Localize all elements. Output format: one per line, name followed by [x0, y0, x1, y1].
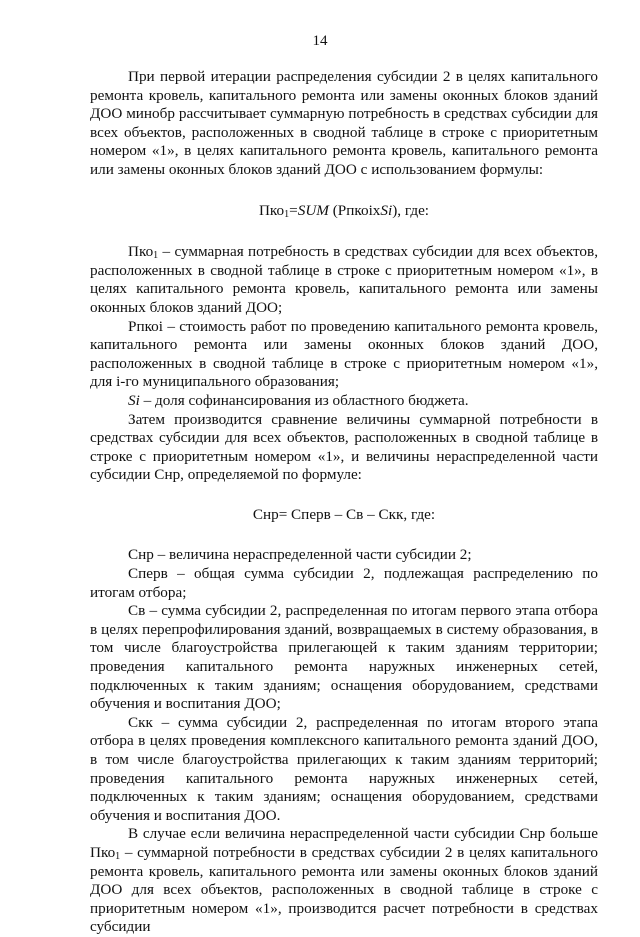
- definition-pko1-symbol: Пко: [128, 243, 154, 261]
- definition-skk: Скк – сумма субсидии 2, распределенная по итогам второго этапа отбора в целях проведения комплексного капитального ремонта зданий ДОО, в том числе благоустройства прилегающих к таким зданиям территорий; проведения капитального ремонта наружных инженерных сетей, подключенных к таким зданиям; оснащения оборудованием, средствами обучения и воспитания ДОО.: [90, 713, 598, 824]
- formula-function: SUM: [297, 201, 329, 219]
- page-number: 14: [312, 33, 328, 49]
- intro-paragraph: При первой итерации распределения субсидии 2 в целях капитального ремонта кровель, капитального ремонта или замены оконных блоков зданий ДОО минобр рассчитывает суммарную потребность в средствах субсидии для всех объектов, расположенных в сводной таблице в строке с приоритетным номером «1», в целях капитального ремонта кровель, капитального ремонта или замены оконных блоков зданий ДОО с использованием формулы:: [90, 68, 598, 178]
- definition-snr: Снр – величина нераспределенной части субсидии 2;: [128, 546, 472, 564]
- definition-pko1: [90, 243, 598, 317]
- final-subscript: 1: [115, 850, 121, 862]
- definition-pko1-text: – суммарная потребность в средствах субсидии для всех объектов, расположенных в сводной таблице в строке с приоритетным номером «1», в целях капитального ремонта кровель, капитального ремонта или замены оконных блоков зданий ДОО;: [90, 243, 598, 316]
- definition-sv: Св – сумма субсидии 2, распределенная по итогам первого этапа отбора в целях перепрофилирования зданий, возвращаемых в систему образования, в том числе благоустройства прилегающей к таким зданиям территории; проведения капитального ремонта наружных инженерных сетей, подключенных к таким зданиям; оснащения оборудованием, средствами обучения и воспитания ДОО;: [90, 602, 598, 713]
- definition-sperv: Сперв – общая сумма субсидии 2, подлежащая распределению по итогам отбора;: [90, 565, 598, 601]
- definition-rpkoi: Рпкоi – стоимость работ по проведению капитального ремонта кровель, капитального ремонта или замены оконных блоков зданий ДОО, расположенных в сводной таблице в строке с приоритетным номером «1», для i-го муниципального образования;: [90, 317, 598, 391]
- formula-lhs-subscript: 1: [284, 208, 290, 220]
- definition-si-text: – доля софинансирования из областного бюджета.: [139, 391, 469, 409]
- formula-argument-variable: Si: [380, 201, 393, 219]
- page-content: [90, 68, 598, 937]
- definition-si: [90, 392, 598, 411]
- comparison-paragraph: Затем производится сравнение величины суммарной потребности в средствах субсидии для всех объектов, расположенных в сводной таблице в строке с приоритетным номером «1», и величины нераспределенной части субсидии Снр, определяемой по формуле:: [90, 410, 598, 484]
- formula-equals: =: [289, 201, 298, 219]
- definition-pko1-subscript: 1: [153, 250, 159, 262]
- final-text-after: – суммарной потребности в средствах субсидии 2 в целях капитального ремонта кровель, капитального ремонта или замены оконных блоков зданий ДОО для всех объектов, расположенных в сводной таблице в строке с приоритетным номером «1», производится расчет потребности в средствах субсидии: [90, 843, 598, 936]
- definition-si-symbol: Si: [128, 391, 140, 409]
- formula-argument: (Рпкоix: [328, 201, 381, 219]
- formula-lhs: Пко: [258, 201, 285, 219]
- formula-tail: ), где:: [392, 201, 430, 219]
- formula-unallocated: Снр= Сперв – Св – Скк, где:: [252, 505, 436, 523]
- formula-sum-need: [90, 202, 598, 221]
- final-paragraph: [90, 825, 598, 937]
- final-text-before: В случае если величина нераспределенной части субсидии Снр больше Пко: [90, 825, 598, 861]
